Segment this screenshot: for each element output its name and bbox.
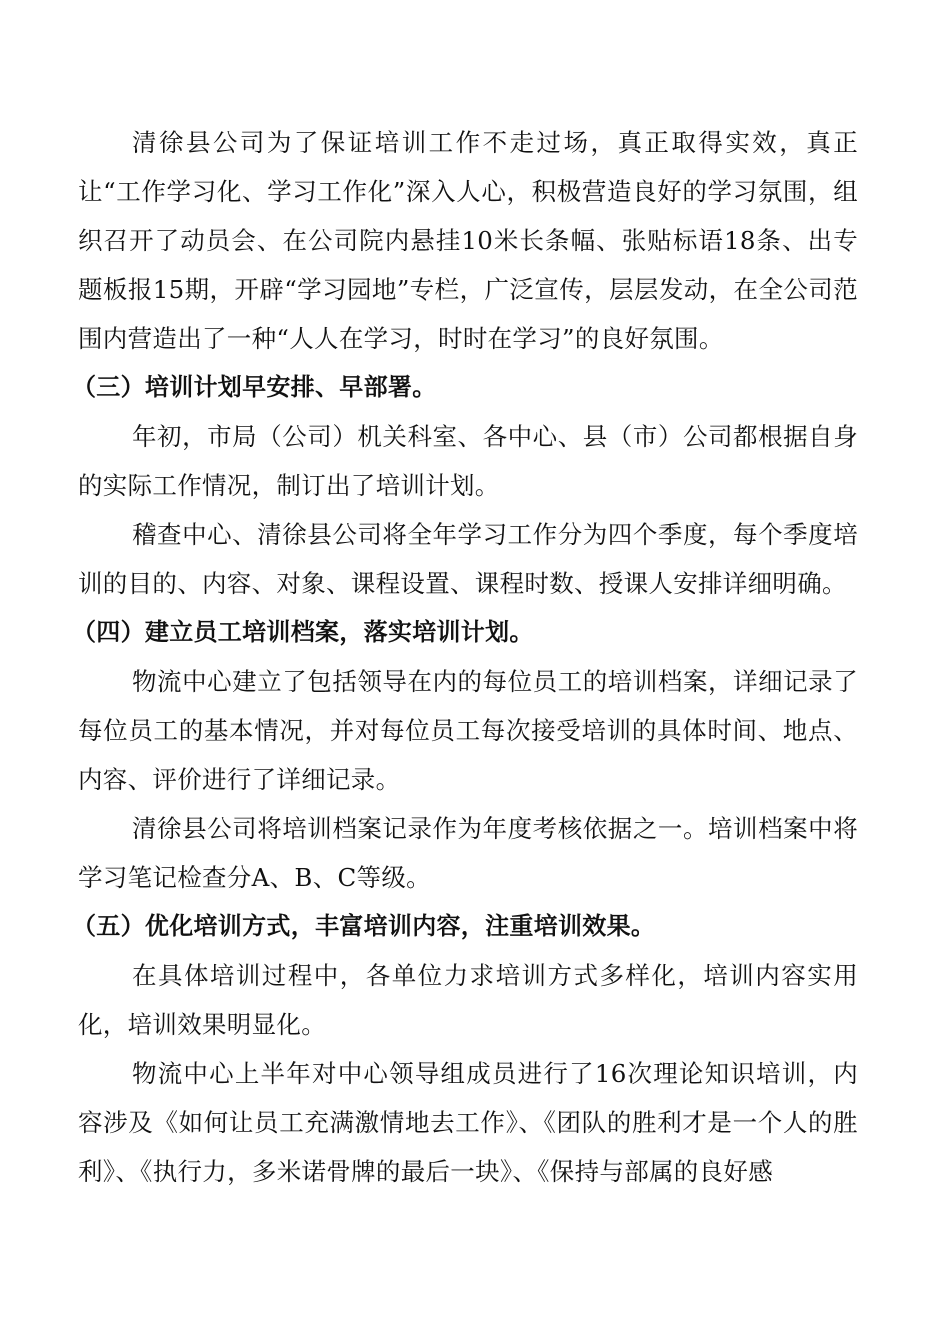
section-heading-3: （三）培训计划早安排、早部署。 bbox=[72, 373, 437, 401]
paragraph-quarterly-plan: 稽查中心、清徐县公司将全年学习工作分为四个季度，每个季度培训的目的、内容、对象、课程设置、课程时数、授课人安排详细明确。 bbox=[78, 520, 858, 598]
paragraph-training-methods: 在具体培训过程中，各单位力求培训方式多样化，培训内容实用化，培训效果明显化。 bbox=[78, 961, 858, 1039]
section-heading-4: （四）建立员工培训档案，落实培训计划。 bbox=[72, 618, 534, 646]
section-heading-5: （五）优化培训方式，丰富培训内容，注重培训效果。 bbox=[72, 912, 656, 940]
paragraph-training-plan: 年初，市局（公司）机关科室、各中心、县（市）公司都根据自身的实际工作情况，制订出了培训计划。 bbox=[78, 422, 858, 500]
paragraph-archive-assessment: 清徐县公司将培训档案记录作为年度考核依据之一。培训档案中将学习笔记检查分A、B、C等级。 bbox=[78, 814, 858, 892]
paragraph-promotion: 清徐县公司为了保证培训工作不走过场，真正取得实效，真正让“工作学习化、学习工作化”深入人心，积极营造良好的学习氛围，组织召开了动员会、在公司院内悬挂10米长条幅、张贴标语18条、出专题板报15期，开辟“学习园地”专栏，广泛宣传，层层发动，在全公司范围内营造出了一种“人人在学习，时时在学习”的良好氛围。 bbox=[78, 128, 858, 353]
paragraph-training-archive: 物流中心建立了包括领导在内的每位员工的培训档案，详细记录了每位员工的基本情况，并对每位员工每次接受培训的具体时间、地点、内容、评价进行了详细记录。 bbox=[78, 667, 858, 794]
document-body bbox=[72, 118, 858, 1196]
paragraph-logistics-training: 物流中心上半年对中心领导组成员进行了16次理论知识培训，内容涉及《如何让员工充满激情地去工作》、《团队的胜利才是一个人的胜利》、《执行力，多米诺骨牌的最后一块》、《保持与部属的良好感 bbox=[78, 1059, 858, 1186]
